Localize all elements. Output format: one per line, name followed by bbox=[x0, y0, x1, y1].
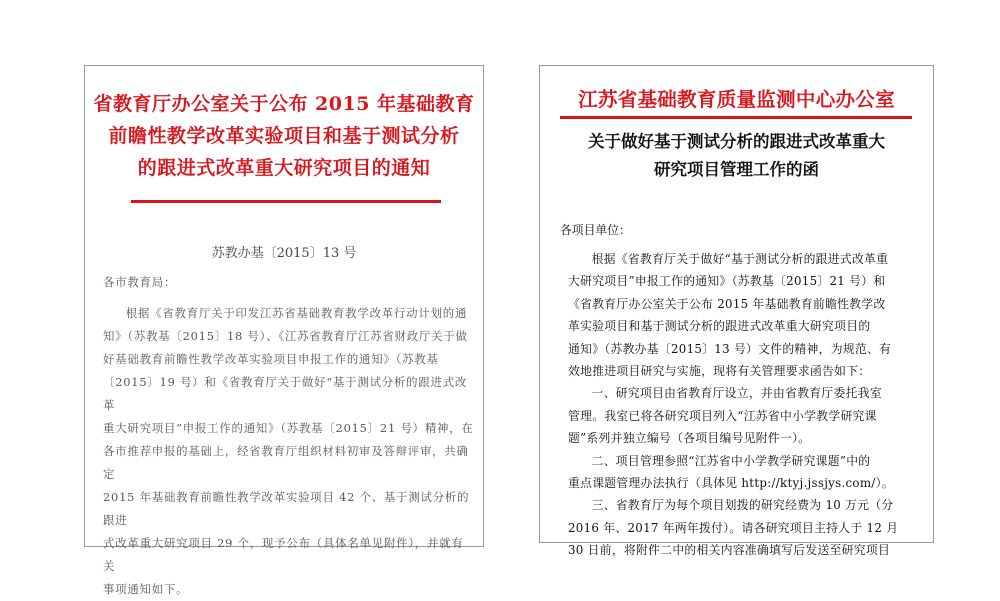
organization-name: 江苏省基础教育质量监测中心办公室 bbox=[578, 88, 895, 111]
body-line: 重点课题管理办法执行（具体见 http://ktyj.jssjys.com/）。 bbox=[568, 476, 894, 491]
left-title bbox=[85, 88, 483, 184]
body-line: 各市推荐申报的基础上，经省教育厅组织材料初审及答辩评审，共确定 bbox=[103, 444, 469, 481]
body-line: 好基础教育前瞻性教学改革实验项目申报工作的通知》（苏教基 bbox=[103, 352, 439, 366]
body-line: 重大研究项目”申报工作的通知》（苏教基〔2015〕21 号）精神，在 bbox=[103, 421, 474, 435]
left-title-line: 的跟进式改革重大研究项目的通知 bbox=[137, 157, 431, 179]
body-line: 大研究项目”申报工作的通知》（苏教基〔2015〕21 号）和 bbox=[568, 274, 886, 289]
body-line: 二、项目管理参照“江苏省中小学教学研究课题”中的 bbox=[591, 453, 871, 468]
right-red-rule bbox=[560, 116, 912, 119]
left-title-line: 前瞻性教学改革实验项目和基于测试分析 bbox=[108, 125, 460, 147]
body-line: 革实验项目和基于测试分析的跟进式改革重大研究项目的 bbox=[568, 319, 871, 334]
body-line: 一、研究项目由省教育厅设立，并由省教育厅委托我室 bbox=[591, 386, 882, 401]
body-line: 2016 年、2017 年两年拨付）。请各研究项目主持人于 12 月 bbox=[568, 520, 899, 535]
body-line: 知》（苏教基〔2015〕18 号）、《江苏省教育厅江苏省财政厅关于做 bbox=[103, 329, 468, 343]
salutation: 各市教育局： bbox=[103, 275, 177, 289]
right-title-line: 关于做好基于测试分析的跟进式改革重大 bbox=[588, 132, 885, 151]
right-body bbox=[568, 248, 917, 562]
body-line: 30 日前，将附件二中的相关内容准确填写后发送至研究项目 bbox=[568, 543, 891, 558]
body-line: 管理。我室已将各研究项目列入“江苏省中小学教学研究课 bbox=[568, 408, 877, 423]
right-title bbox=[540, 128, 933, 184]
right-salutation: 各项目单位： bbox=[560, 223, 631, 237]
body-line: 根据《省教育厅关于做好“基于测试分析的跟进式改革重 bbox=[591, 252, 889, 266]
body-line: 2015 年基础教育前瞻性教学改革实验项目 42 个、基于测试分析的跟进 bbox=[103, 490, 470, 527]
left-document bbox=[84, 65, 484, 596]
body-line: 事项通知如下。 bbox=[103, 582, 189, 596]
body-line: 效地推进项目研究与实施，现将有关管理要求函告如下： bbox=[568, 364, 871, 379]
left-red-rule bbox=[131, 200, 441, 203]
right-document bbox=[539, 65, 934, 558]
body-line: 题”系列并独立编号（各项目编号见附件一）。 bbox=[568, 431, 811, 446]
left-title-line: 省教育厅办公室关于公布 2015 年基础教育 bbox=[93, 93, 475, 115]
body-line: 〔2015〕19 号）和《省教育厅关于做好“基于测试分析的跟进式改革 bbox=[103, 375, 468, 412]
right-title-line: 研究项目管理工作的函 bbox=[654, 160, 819, 179]
document-number: 苏教办基〔2015〕13 号 bbox=[211, 246, 357, 261]
body-line: 三、省教育厅为每个项目划拨的研究经费为 10 万元（分 bbox=[591, 498, 894, 513]
body-line: 式改革重大研究项目 29 个，现予公布（具体名单见附件），并就有关 bbox=[103, 536, 464, 573]
body-line: 《省教育厅办公室关于公布 2015 年基础教育前瞻性教学改 bbox=[568, 296, 886, 311]
left-body bbox=[103, 271, 475, 601]
body-line: 根据《省教育厅关于印发江苏省基础教育教学改革行动计划的通 bbox=[125, 306, 468, 320]
body-line: 通知》（苏教办基〔2015〕13 号）文件的精神，为规范、有 bbox=[568, 341, 892, 356]
